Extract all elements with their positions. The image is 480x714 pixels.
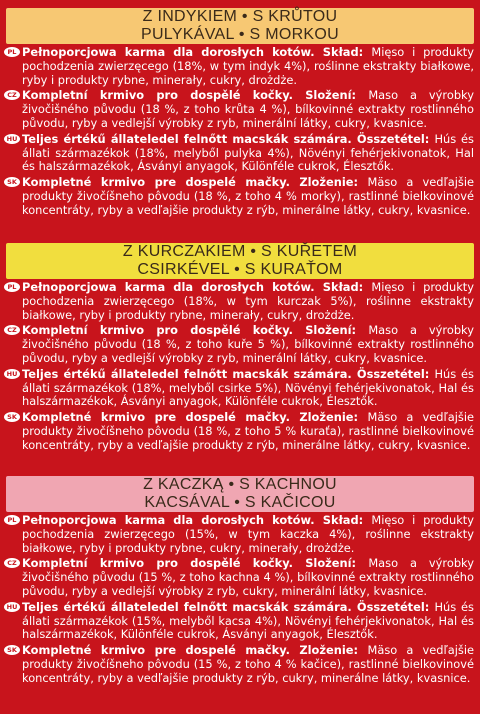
ingredients-entry-hu bbox=[0, 133, 480, 174]
flavour-title-line-1: Z KACZKĄ • S KACHNOU bbox=[143, 476, 337, 493]
ingredients-entry-sk bbox=[0, 411, 480, 452]
entry-text: Mäso a vedľajšie produkty živočíšneho pôvodu (18 %, z toho 4 % morky), rastlinné bielkovinové koncentráty, ryby a vedľajšie produkty z rýb, minerálne látky, cukry, kvasnice. bbox=[22, 175, 474, 217]
ingredients-entry-hu bbox=[0, 368, 480, 409]
language-badge: PL bbox=[4, 515, 20, 525]
ingredients-entry-hu bbox=[0, 601, 480, 642]
language-badge: HU bbox=[4, 369, 20, 379]
entry-heading: Pełnoporcjowa karma dla dorosłych kotów. Skład: bbox=[22, 45, 372, 59]
ingredients-entry-cz bbox=[0, 89, 480, 130]
entry-text: Hús és állati származékok (18%, melyből csirke 5%), Növényi fehérjekivonatok, Hal és halszármazékok, Ásványi anyagok, Különféle cukrok, Élesztők. bbox=[22, 366, 474, 409]
flavour-band-duck bbox=[6, 476, 474, 512]
language-badge: SK bbox=[4, 645, 20, 655]
entry-text: Maso a výrobky živočišného původu (18 %, z toho kuře 5 %), bílkovinné extrakty rostlinného původu, ryby a vedlejší výrobky z ryb, minerální látky, cukry, kvasnice. bbox=[22, 323, 474, 365]
entry-text: Mięso i produkty pochodzenia zwierzęcego (18%, w tym indyk 4%), roślinne ekstrakty białkowe, ryby i produkty rybne, minerały, cukry, drożdże. bbox=[22, 45, 474, 87]
entry-heading: Kompletní krmivo pro dospělé kočky. Složení: bbox=[22, 323, 369, 338]
entry-text: Mięso i produkty pochodzenia zwierzęcego (15%, w tym kaczka 4%), roślinne ekstrakty białkowe, ryby i produkty rybne, cukry, minerały, drożdże. bbox=[22, 513, 474, 555]
ingredients-entry-sk bbox=[0, 644, 480, 685]
language-badge: CZ bbox=[4, 90, 20, 100]
language-badge: HU bbox=[4, 602, 20, 612]
language-badge: SK bbox=[4, 412, 20, 422]
ingredients-entry-pl bbox=[0, 46, 480, 87]
entry-heading: Pełnoporcjowa karma dla dorosłych kotów. Skład: bbox=[22, 513, 372, 527]
language-badge: CZ bbox=[4, 325, 20, 335]
entry-text: Hús és állati származékok (18%, melyből pulyka 4%), Növényi fehérjekivonatok, Hal és halszármazékok, Ásványi anyagok, Különféle cukrok, Élesztők. bbox=[22, 131, 474, 174]
flavour-title-line-1: Z INDYKIEM • S KRŮTOU bbox=[142, 8, 338, 25]
entry-heading: Kompletné krmivo pre dospelé mačky. Zloženie: bbox=[22, 410, 368, 425]
section-turkey bbox=[0, 8, 480, 218]
language-badge: HU bbox=[4, 134, 20, 144]
entry-heading: Teljes értékű állateledel felnőtt macskák számára. Összetétel: bbox=[22, 599, 435, 614]
entry-heading: Pełnoporcjowa karma dla dorosłych kotów. Skład: bbox=[22, 280, 372, 294]
flavour-title-line-2: CSIRKÉVEL • S KURAŤOM bbox=[137, 261, 343, 278]
ingredients-entry-sk bbox=[0, 176, 480, 217]
language-badge: PL bbox=[4, 282, 20, 292]
entry-heading: Kompletné krmivo pre dospelé mačky. Zloženie: bbox=[22, 643, 368, 658]
flavour-band-turkey bbox=[6, 8, 474, 44]
flavour-title-line-2: PULYKÁVAL • S MORKOU bbox=[140, 26, 340, 43]
entry-text: Hús és állati származékok (15%, melyből kacsa 4%), Növényi fehérjekivonatok, Hal és halszármazékok, Különféle cukrok, Ásványi anyagok, Élesztők. bbox=[22, 599, 474, 642]
language-badge: CZ bbox=[4, 558, 20, 568]
entry-text: Mäso a vedľajšie produkty živočíšneho pôvodu (15 %, z toho 4 % kačice), rastlinné bielkovinové koncentráty, ryby a vedľajšie produkty z rýb, cukry, minerálne látky, kvasnice. bbox=[22, 643, 474, 685]
entry-text: Mäso a vedľajšie produkty živočíšneho pôvodu (18 %, z toho 5 % kuraťa), rastlinné bielkovinové koncentráty, ryby a vedľajšie produkty z rýb, minerálne látky, cukry, kvasnice. bbox=[22, 410, 474, 452]
flavour-band-chicken bbox=[6, 243, 474, 279]
flavour-title-line-1: Z KURCZAKIEM • S KUŘETEM bbox=[122, 243, 358, 260]
language-badge: PL bbox=[4, 47, 20, 57]
entry-heading: Kompletné krmivo pre dospelé mačky. Zloženie: bbox=[22, 175, 368, 190]
entry-text: Mięso i produkty pochodzenia zwierzęcego (18%, w tym kurczak 5%), roślinne ekstrakty białkowe, ryby i produkty rybne, minerały, cukry, drożdże. bbox=[22, 280, 474, 322]
entry-heading: Kompletní krmivo pro dospělé kočky. Složení: bbox=[22, 556, 369, 571]
section-chicken bbox=[0, 243, 480, 453]
ingredients-entry-pl bbox=[0, 514, 480, 555]
entry-text: Maso a výrobky živočišného původu (15 %, z toho kachna 4 %), bílkovinné extrakty rostlinného původu, ryby a vedlejší výrobky z ryb, cukry, minerální látky, kvasnice. bbox=[22, 556, 474, 598]
entry-heading: Teljes értékű állateledel felnőtt macskák számára. Összetétel: bbox=[22, 131, 435, 146]
ingredients-entry-cz bbox=[0, 557, 480, 598]
entry-text: Maso a výrobky živočišného původu (18 %, z toho krůta 4 %), bílkovinné extrakty rostlinného původu, ryby a vedlejší výrobky z ryb, minerální látky, cukry, kvasnice. bbox=[22, 88, 474, 130]
flavour-title-line-2: KACSÁVAL • S KAČICOU bbox=[144, 494, 336, 511]
ingredients-entry-cz bbox=[0, 324, 480, 365]
entry-heading: Kompletní krmivo pro dospělé kočky. Složení: bbox=[22, 88, 369, 103]
language-badge: SK bbox=[4, 177, 20, 187]
ingredients-entry-pl bbox=[0, 281, 480, 322]
section-duck bbox=[0, 476, 480, 686]
entry-heading: Teljes értékű állateledel felnőtt macskák számára. Összetétel: bbox=[22, 366, 435, 381]
